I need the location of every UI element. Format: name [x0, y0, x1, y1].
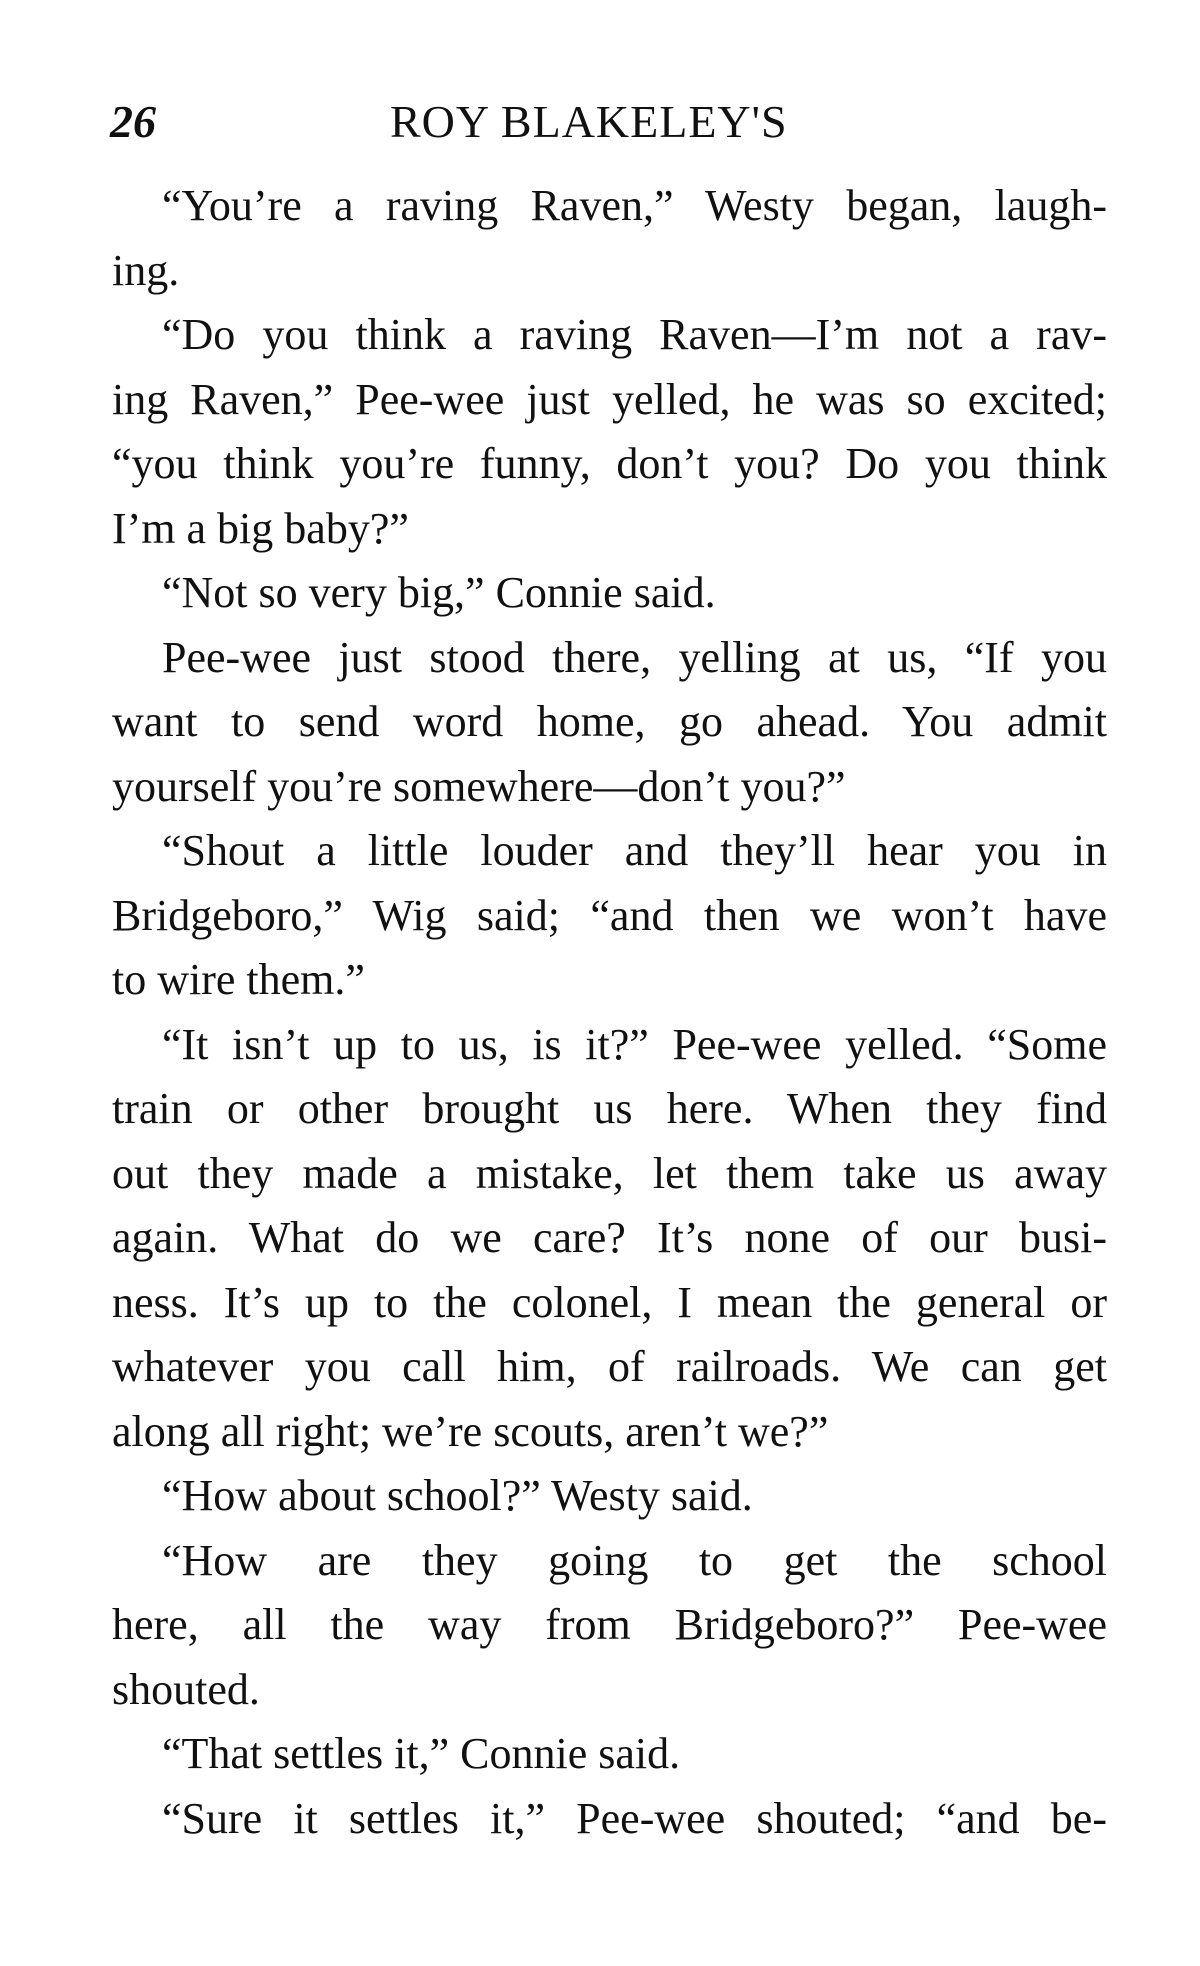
running-head: [110, 92, 1100, 152]
text-line: “Shout a little louder and they’ll hear you in: [162, 826, 1107, 875]
text-line: I’m a big baby?”: [112, 503, 409, 553]
text-line: “Not so very big,” Connie said.: [162, 568, 716, 617]
text-line: to wire them.”: [112, 955, 365, 1004]
text-line: “Sure it settles it,” Pee-wee shouted; “and be-: [162, 1793, 1107, 1843]
text-line: whatever you call him, of railroads. We can get: [112, 1342, 1107, 1391]
text-line: along all right; we’re scouts, aren’t we?”: [112, 1406, 829, 1456]
text-line: yourself you’re somewhere—don’t you?”: [112, 761, 846, 811]
text-line: “You’re a raving Raven,” Westy began, laugh-: [162, 181, 1107, 230]
text-line: Pee-wee just stood there, yelling at us, “If you: [162, 632, 1107, 682]
text-line: ness. It’s up to the colonel, I mean the general or: [112, 1277, 1107, 1327]
text-line: “How are they going to get the school: [162, 1535, 1107, 1585]
text-line: here, all the way from Bridgeboro?” Pee-wee: [112, 1600, 1107, 1649]
text-line: shouted.: [112, 1664, 260, 1714]
text-line: again. What do we care? It’s none of our busi-: [112, 1213, 1107, 1262]
text-line: train or other brought us here. When they find: [112, 1084, 1107, 1133]
text-line: want to send word home, go ahead. You admit: [112, 697, 1107, 746]
text-line: Bridgeboro,” Wig said; “and then we won’t have: [112, 890, 1107, 940]
running-title: ROY BLAKELEY'S: [390, 96, 788, 147]
text-line: “Do you think a raving Raven—I’m not a rav-: [162, 310, 1107, 359]
text-line: “How about school?” Westy said.: [162, 1471, 753, 1520]
page-number: 26: [110, 96, 156, 147]
text-line: ing.: [112, 245, 180, 295]
text-line: ing Raven,” Pee-wee just yelled, he was so excited;: [112, 374, 1107, 424]
text-line: “you think you’re funny, don’t you? Do you think: [112, 439, 1107, 488]
text-line: “It isn’t up to us, is it?” Pee-wee yelled. “Some: [162, 1019, 1107, 1069]
text-line: “That settles it,” Connie said.: [162, 1729, 681, 1778]
text-line: out they made a mistake, let them take us away: [112, 1148, 1107, 1198]
